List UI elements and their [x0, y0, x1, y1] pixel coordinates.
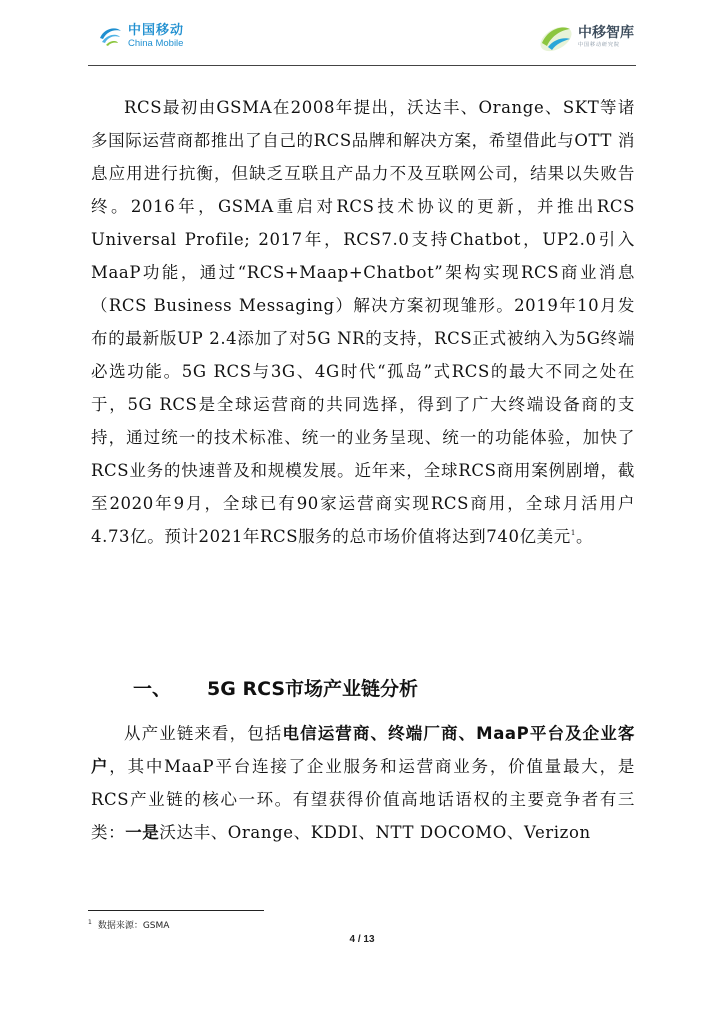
- think-tank-emblem-icon: [536, 19, 576, 55]
- paragraph-text: 从产业链来看，包括: [124, 724, 283, 743]
- paragraph-text: ，其中MaaP平台连接了企业服务和运营商业务，价值量最大，是RCS产业链的核心一环。有望获得价值高地话语权的主要竞争者有三类：: [91, 757, 635, 842]
- paragraph-text: RCS最初由GSMA在2008年提出，沃达丰、Orange、SKT等诸多国际运营商都推出了自己的RCS品牌和解决方案，希望借此与OTT 消息应用进行抗衡，但缺乏互联且产品力不及互联网公司，结果以失败告终。2016年，GSMA重启对RCS技术协议的更新，并推出RCS Universal Profile; 2017年，RCS7.0支持Chatbot，UP2.0引入MaaP功能，通过“RCS+Maap+Chatbot”架构实现RCS商业消息（RCS Business Messaging）解决方案初现雏形。2019年10月发布的最新版UP 2.4添加了对5G NR的支持，RCS正式被纳入为5G终端必选功能。5G RCS与3G、4G时代“孤岛”式RCS的最大不同之处在于，5G RCS是全球运营商的共同选择，得到了广大终端设备商的支持，通过统一的技术标准、统一的业务呈现、统一的功能体验，加快了RCS业务的快速普及和规模发展。近年来，全球RCS商用案例剧增，截至2020年9月，全球已有90家运营商实现RCS商用，全球月活用户4.73亿。预计2021年RCS服务的总市场价值将达到740亿美元: [91, 98, 635, 546]
- header-divider: [88, 65, 636, 66]
- page-header: [0, 0, 724, 66]
- footnote-text: 数据来源：GSMA: [97, 921, 170, 931]
- paragraph-end: 。: [575, 527, 594, 546]
- page-number: 4 / 13: [349, 934, 375, 945]
- bold-emphasis: 电信运营商、终端厂商、MaaP平台及企业客户: [91, 724, 635, 776]
- section-title: 5G RCS市场产业链分析: [207, 678, 419, 700]
- think-tank-logo-cn: 中移智库: [578, 25, 634, 41]
- paragraph-text: 沃达丰、Orange、KDDI、NTT DOCOMO、Verizon: [159, 823, 591, 842]
- body-paragraph-industry-chain: [91, 717, 635, 849]
- footnote: [88, 918, 169, 931]
- china-mobile-emblem-icon: [96, 22, 124, 50]
- china-mobile-logo-en: China Mobile: [128, 37, 184, 49]
- footnote-reference[interactable]: 1: [570, 529, 576, 537]
- footnote-divider: [88, 910, 264, 911]
- body-paragraph-rcs-history: [91, 91, 635, 553]
- section-heading: [133, 676, 418, 702]
- think-tank-logo-sub: 中国移动研究院: [578, 42, 621, 48]
- china-mobile-logo: [96, 22, 184, 50]
- footnote-marker: 1: [88, 919, 92, 926]
- bold-emphasis: 一是: [125, 823, 160, 842]
- china-mobile-logo-cn: 中国移动: [128, 22, 185, 38]
- think-tank-logo: [536, 19, 634, 55]
- section-number: 一、: [133, 678, 172, 700]
